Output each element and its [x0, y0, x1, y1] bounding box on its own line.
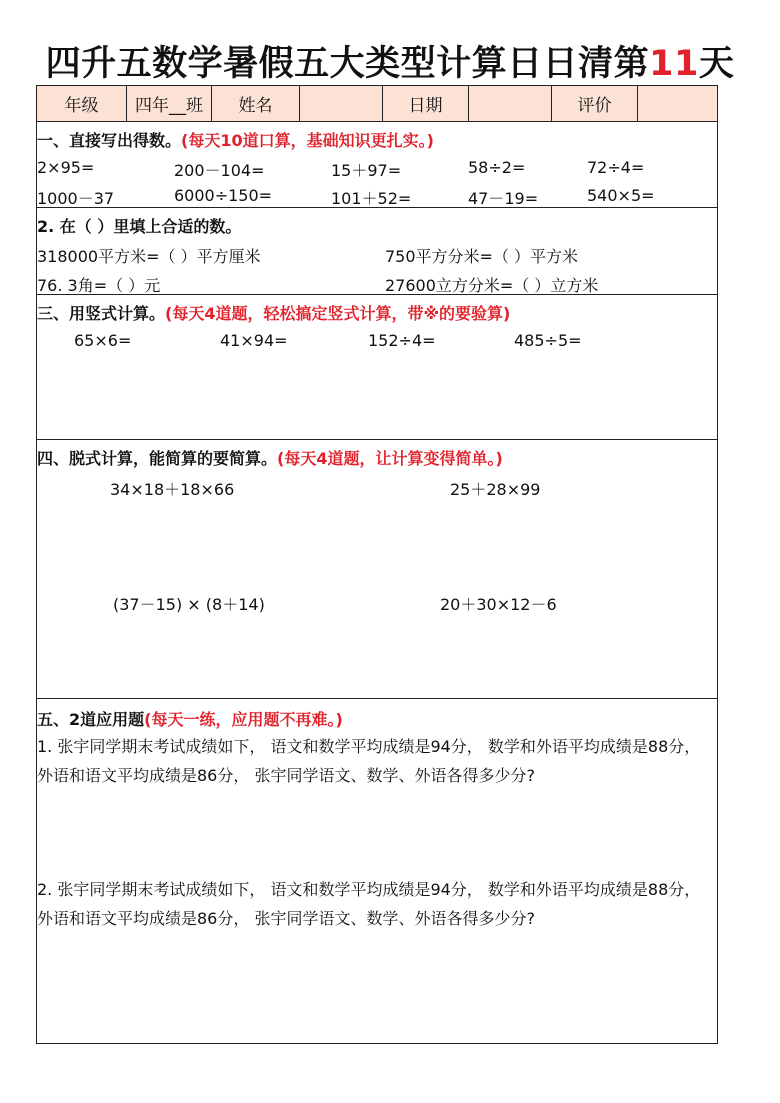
problem-item: 2×95= [37, 158, 95, 177]
problem-item: 485÷5= [514, 331, 582, 350]
section-title: 一、直接写出得数。(每天10道口算，基础知识更扎实。) [37, 131, 434, 150]
page-title [0, 36, 780, 86]
problem-item: 65×6= [74, 331, 132, 350]
problem-item: 6000÷150= [174, 186, 273, 205]
problem-item: 27600立方分米=（ ）立方米 [385, 276, 599, 295]
worksheet [36, 85, 718, 1044]
date-label: 日期 [383, 86, 469, 121]
section-unit-conversion [37, 208, 717, 295]
word-problem-1: 1. 张宇同学期末考试成绩如下， 语文和数学平均成绩是94分， 数学和外语平均成绩是88分， 外语和语文平均成绩是86分， 张宇同学语文、数学、外语各得多少分? [37, 737, 701, 785]
title-main: 四升五数学暑假五大类型计算日日清第 [45, 44, 650, 84]
problem-item: 15＋97= [331, 161, 402, 180]
problem-item: 76. 3角=（ ）元 [37, 276, 161, 295]
problem-item: 101＋52= [331, 189, 412, 208]
evaluation-field[interactable] [638, 86, 717, 121]
section-vertical-calculation [37, 295, 717, 440]
problem-item: 540×5= [587, 186, 655, 205]
problem-item: 72÷4= [587, 158, 645, 177]
title-day-number: 11 [649, 44, 699, 84]
problem-item: 20＋30×12－6 [440, 595, 557, 614]
problem-item: (37－15) × (8＋14) [113, 595, 265, 614]
section-word-problems [37, 699, 717, 1043]
section-title: 2. 在（ ）里填上合适的数。 [37, 217, 242, 236]
section-title: 三、用竖式计算。(每天4道题，轻松搞定竖式计算，带※的要验算) [37, 304, 511, 323]
evaluation-label: 评价 [552, 86, 638, 121]
title-suffix: 天 [698, 44, 735, 84]
info-header-row [37, 86, 717, 122]
name-field[interactable] [300, 86, 383, 121]
problem-item: 318000平方米=（ ）平方厘米 [37, 247, 261, 266]
section-title: 四、脱式计算，能简算的要简算。(每天4道题，让计算变得简单。) [37, 449, 503, 468]
name-label: 姓名 [212, 86, 300, 121]
grade-label: 年级 [37, 86, 127, 121]
problem-item: 152÷4= [368, 331, 436, 350]
word-problem-2: 2. 张宇同学期末考试成绩如下， 语文和数学平均成绩是94分， 数学和外语平均成绩是88分， 外语和语文平均成绩是86分， 张宇同学语文、数学、外语各得多少分? [37, 880, 701, 928]
date-field[interactable] [469, 86, 552, 121]
section-mental-math [37, 122, 717, 208]
problem-item: 58÷2= [468, 158, 526, 177]
problem-item: 1000－37 [37, 189, 115, 208]
section-title: 五、2道应用题(每天一练，应用题不再难。) [37, 710, 343, 729]
class-field[interactable]: 四年__班 [127, 86, 212, 121]
problem-item: 47－19= [468, 189, 539, 208]
problem-item: 34×18＋18×66 [110, 480, 235, 499]
section-step-calculation [37, 440, 717, 699]
problem-item: 750平方分米=（ ）平方米 [385, 247, 579, 266]
problem-item: 200－104= [174, 161, 265, 180]
problem-item: 25＋28×99 [450, 480, 541, 499]
problem-item: 41×94= [220, 331, 288, 350]
